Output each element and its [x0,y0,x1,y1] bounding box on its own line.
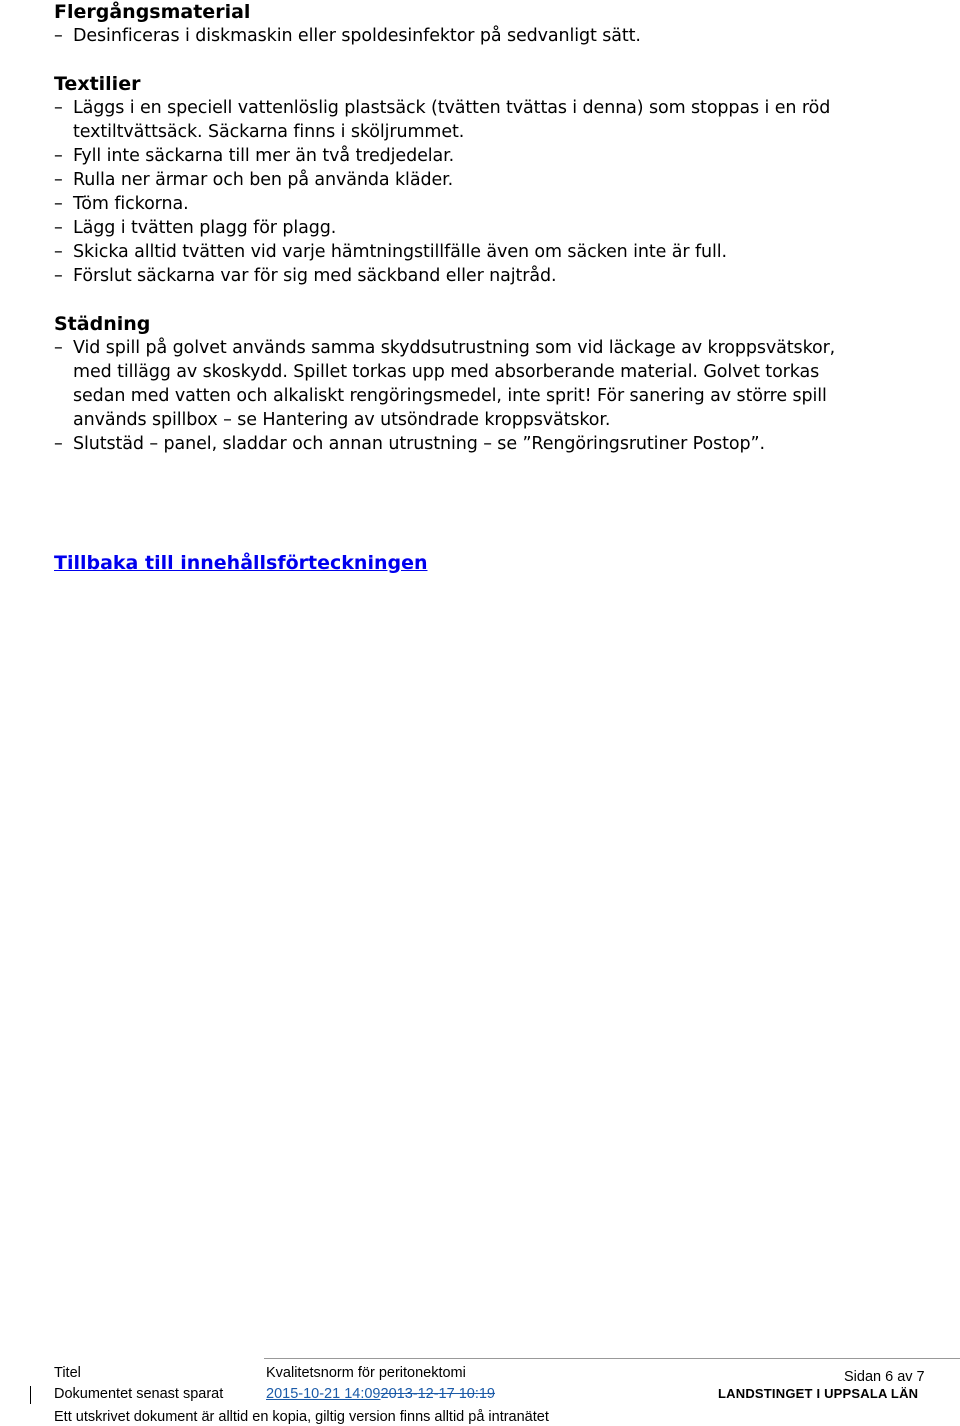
footer-organization: LANDSTINGET I UPPSALA LÄN [718,1386,919,1401]
list-item: – Skicka alltid tvätten vid varje hämtningstillfälle även om säcken inte är full. [54,240,934,264]
section-heading: Städning [54,313,151,335]
section-heading: Textilier [54,73,141,95]
footer-divider [264,1358,960,1359]
list-item: – Vid spill på golvet används samma skyddsutrustning som vid läckage av kroppsvätskor, med tillägg av skoskydd. Spillet torkas upp med absorberande material. Golvet torkas sedan med vatten och alkaliskt rengöringsmedel, inte sprit! För sanering av större spill används spillbox – se Hantering av utsöndrade kroppsvätskor. [54,336,843,432]
list-item: – Fyll inte säckarna till mer än två tredjedelar. [54,144,934,168]
section-stadning [54,312,934,456]
bullet-list [54,24,934,48]
list-item: – Slutstäd – panel, sladdar och annan utrustning – se ”Rengöringsrutiner Postop”. [54,432,934,456]
bullet-list [54,336,934,456]
list-item: – Rulla ner ärmar och ben på använda kläder. [54,168,934,192]
saved-date-new: 2015-10-21 14:09 [266,1386,381,1402]
list-item: – Förslut säckarna var för sig med säckband eller najtråd. [54,264,934,288]
section-flergangsmaterial [54,0,934,48]
section-heading: Flergångsmaterial [54,1,251,23]
back-to-toc-link[interactable]: Tillbaka till innehållsförteckningen [54,552,428,574]
change-bar [30,1386,31,1404]
footer-saved-dates [266,1386,495,1402]
footer-page-number: Sidan 6 av 7 [844,1369,925,1385]
page-footer [0,1356,960,1426]
document-body [54,0,934,480]
bullet-list [54,96,934,288]
footer-disclaimer: Ett utskrivet dokument är alltid en kopia, giltig version finns alltid på intranätet [54,1409,549,1425]
section-textilier [54,72,934,288]
list-item: – Desinficeras i diskmaskin eller spoldesinfektor på sedvanligt sätt. [54,24,934,48]
footer-title-value: Kvalitetsnorm för peritonektomi [266,1365,466,1381]
footer-saved-label: Dokumentet senast sparat [54,1386,224,1402]
list-item: – Läggs i en speciell vattenlöslig plastsäck (tvätten tvättas i denna) som stoppas i en röd textiltvättsäck. Säckarna finns i sköljrummet. [54,96,863,144]
list-item: – Lägg i tvätten plagg för plagg. [54,216,934,240]
list-item: – Töm fickorna. [54,192,934,216]
saved-date-old: 2013-12-17 10:19 [380,1386,495,1402]
footer-title-label: Titel [54,1365,81,1381]
